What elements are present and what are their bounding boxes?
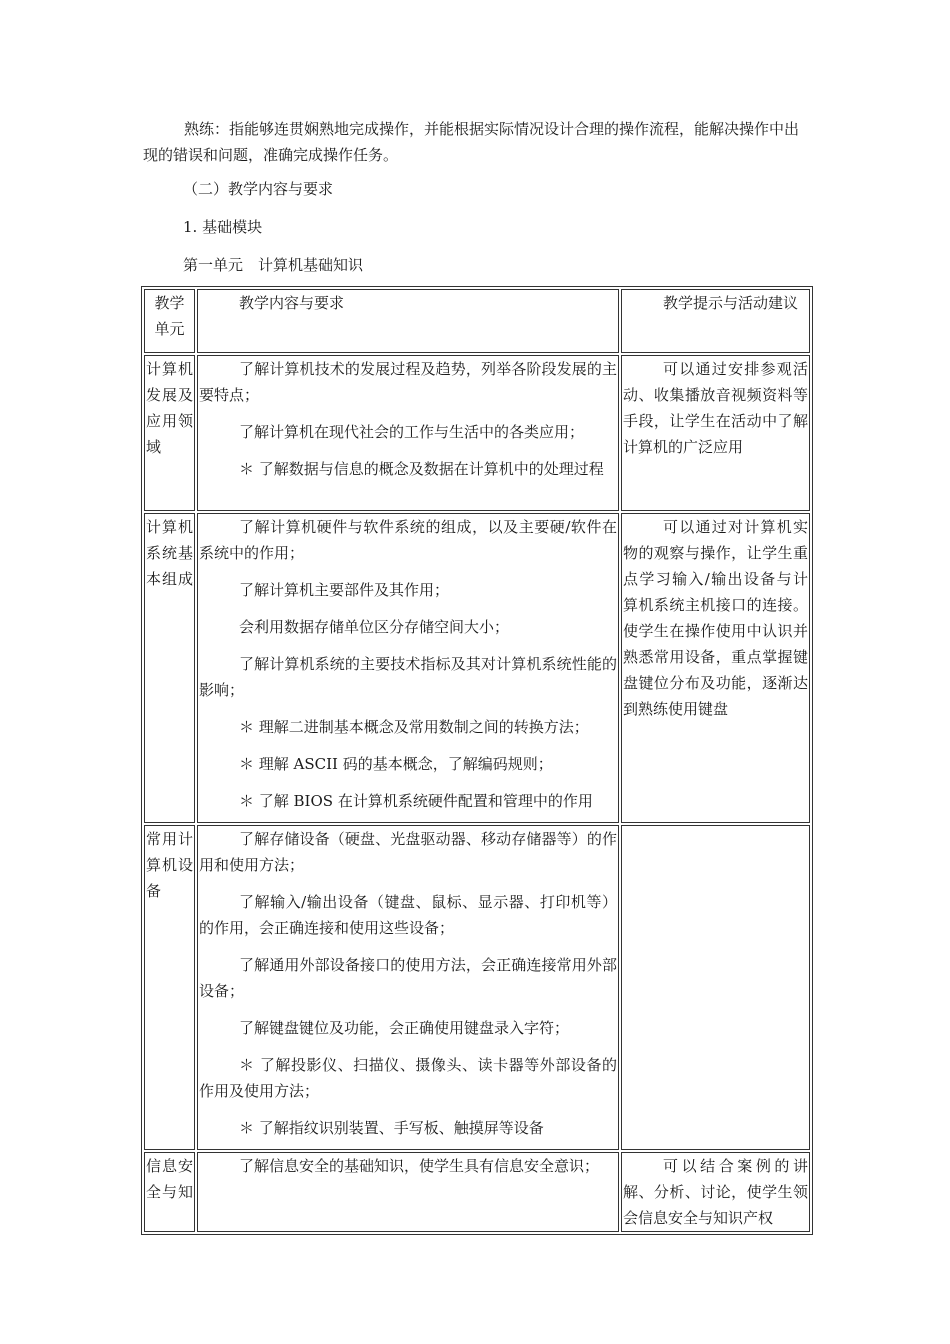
- requirement-item: 了解计算机硬件与软件系统的组成，以及主要硬/软件在系统中的作用；: [199, 518, 617, 562]
- tips-cell: [621, 825, 810, 1150]
- requirement-item: 了解计算机主要部件及其作用；: [239, 581, 450, 599]
- requirements-cell: [197, 825, 619, 1150]
- table-header-row: [144, 289, 810, 353]
- requirement-item: 了解信息安全的基础知识，使学生具有信息安全意识；: [239, 1157, 600, 1175]
- requirement-item: ＊ 理解 ASCII 码的基本概念，了解编码规则；: [239, 755, 553, 773]
- requirement-item: 了解存储设备（硬盘、光盘驱动器、移动存储器等）的作用和使用方法；: [199, 830, 617, 874]
- table-row: [144, 1152, 810, 1232]
- requirement-item: 了解计算机在现代社会的工作与生活中的各类应用；: [239, 423, 585, 441]
- module-heading: 1. 基础模块: [183, 218, 263, 236]
- tips-cell: 可以通过安排参观活动、收集播放音视频资料等手段，让学生在活动中了解计算机的广泛应用: [621, 355, 810, 511]
- requirement-item: 会利用数据存储单位区分存储空间大小；: [239, 618, 510, 636]
- unit-cell: 计算机发展及应用领域: [144, 355, 195, 511]
- requirement-item: 了解计算机系统的主要技术指标及其对计算机系统性能的影响；: [199, 655, 617, 699]
- requirement-item: ＊ 了解数据与信息的概念及数据在计算机中的处理过程: [239, 460, 604, 478]
- tips-cell: 可以结合案例的讲解、分析、讨论，使学生领会信息安全与知识产权: [621, 1152, 810, 1232]
- header-requirements: 教学内容与要求: [197, 289, 619, 353]
- unit-cell: 信息安全与知: [144, 1152, 195, 1232]
- requirement-item: ＊ 了解 BIOS 在计算机系统硬件配置和管理中的作用: [239, 792, 593, 810]
- requirement-item: ＊ 了解投影仪、扫描仪、摄像头、读卡器等外部设备的作用及使用方法；: [199, 1056, 617, 1100]
- table-row: [144, 513, 810, 823]
- requirement-item: 了解计算机技术的发展过程及趋势，列举各阶段发展的主要特点；: [199, 360, 617, 404]
- header-tips: 教学提示与活动建议: [621, 289, 810, 353]
- requirements-cell: [197, 513, 619, 823]
- requirements-cell: [197, 1152, 619, 1232]
- requirements-cell: [197, 355, 619, 511]
- unit-cell: 计算机系统基本组成: [144, 513, 195, 823]
- unit-cell: 常用计算机设备: [144, 825, 195, 1150]
- unit-heading: 第一单元 计算机基础知识: [183, 256, 364, 274]
- requirement-item: ＊ 了解指纹识别装置、手写板、触摸屏等设备: [239, 1119, 544, 1137]
- requirement-item: 了解输入/输出设备（键盘、鼠标、显示器、打印机等）的作用，会正确连接和使用这些设备；: [199, 893, 617, 937]
- requirement-item: ＊ 理解二进制基本概念及常用数制之间的转换方法；: [239, 718, 589, 736]
- requirement-item: 了解键盘键位及功能，会正确使用键盘录入字符；: [239, 1019, 570, 1037]
- intro-paragraph: 熟练：指能够连贯娴熟地完成操作，并能根据实际情况设计合理的操作流程，能解决操作中出现的错误和问题，准确完成操作任务。: [143, 120, 800, 164]
- section-heading: （二）教学内容与要求: [183, 180, 334, 198]
- table-row: [144, 825, 810, 1150]
- requirement-item: 了解通用外部设备接口的使用方法，会正确连接常用外部设备；: [199, 956, 617, 1000]
- table-row: [144, 355, 810, 511]
- curriculum-table: [141, 286, 813, 1235]
- tips-cell: 可以通过对计算机实物的观察与操作，让学生重点学习输入/输出设备与计算机系统主机接口的连接。使学生在操作使用中认识并熟悉常用设备，重点掌握键盘键位分布及功能，逐渐达到熟练使用键盘: [621, 513, 810, 823]
- header-unit: 教学单元: [144, 289, 195, 353]
